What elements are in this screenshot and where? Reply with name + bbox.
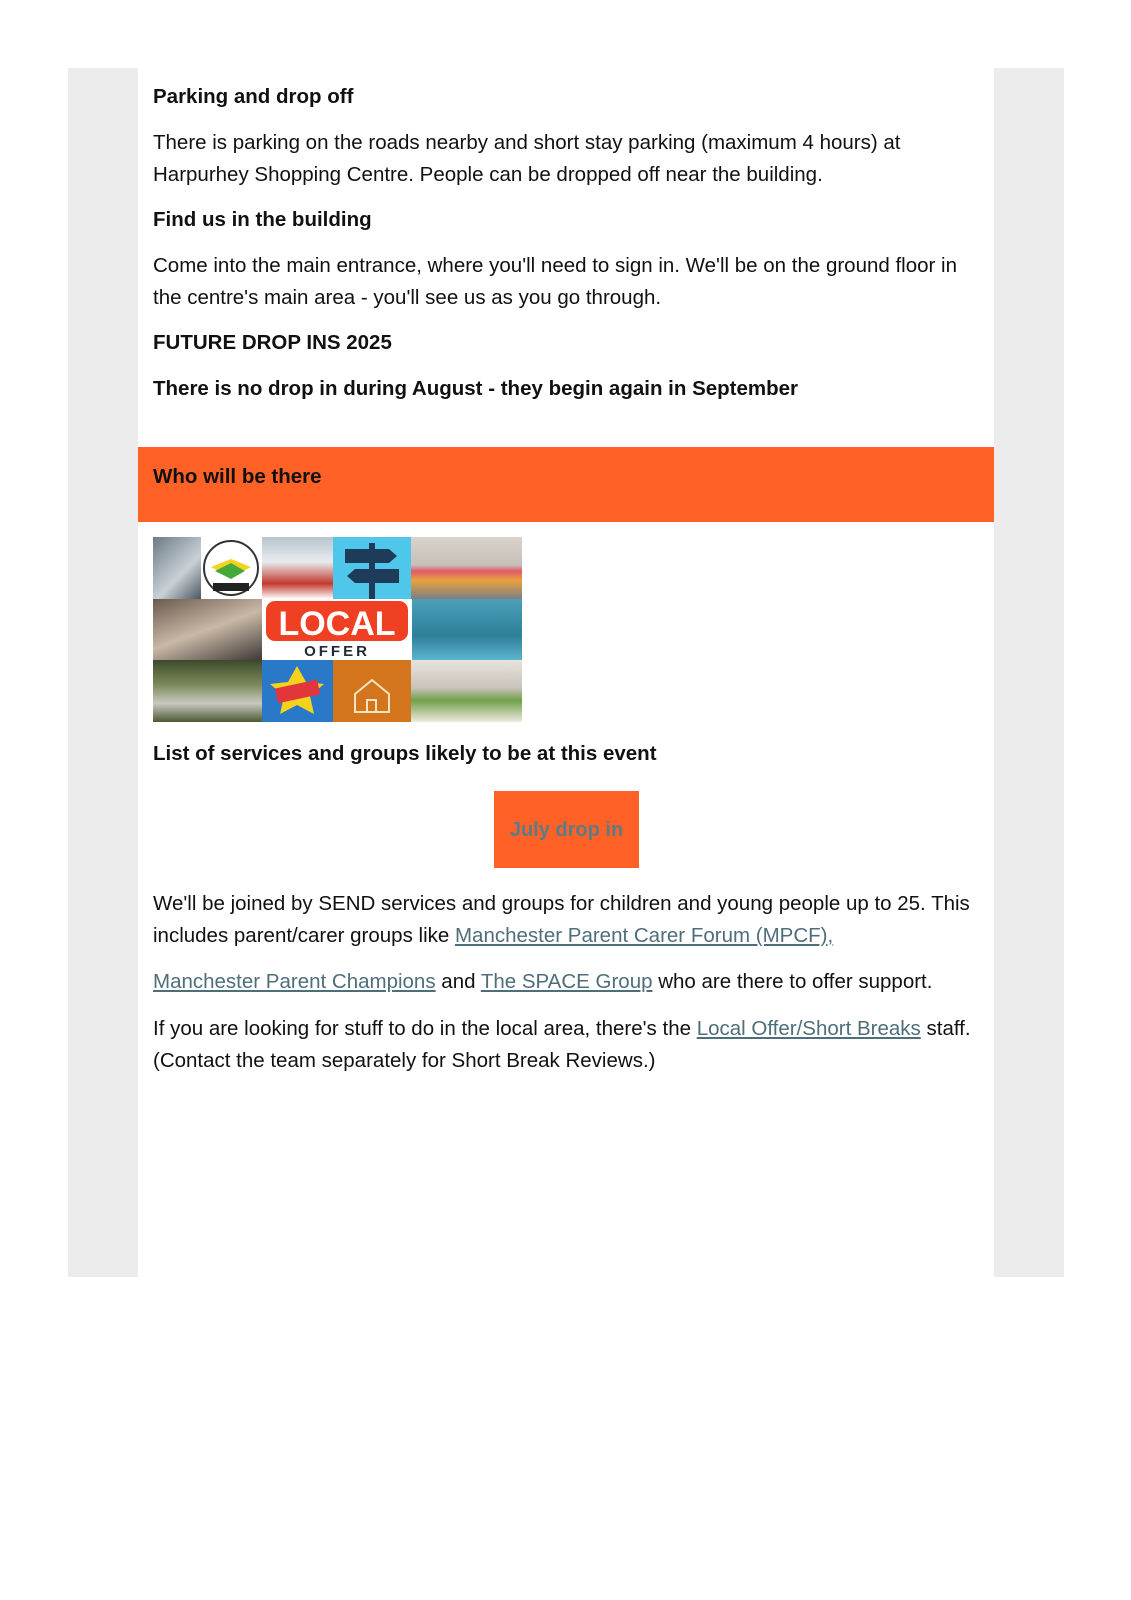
- who-will-be-there-heading: Who will be there: [153, 465, 322, 488]
- local-offer-short-breaks-link[interactable]: Local Offer/Short Breaks: [696, 1017, 921, 1040]
- young-person-photo: [262, 537, 333, 599]
- children-activity-photo: [411, 660, 522, 722]
- local-offer-logo: [262, 599, 412, 660]
- swimming-photo: [411, 599, 522, 660]
- space-group-link[interactable]: The SPACE Group: [480, 970, 653, 993]
- content-column: [138, 68, 994, 1277]
- coins-photo: [153, 537, 201, 599]
- parent-champions-link[interactable]: Manchester Parent Champions: [153, 970, 436, 993]
- group-photo: [411, 537, 522, 599]
- local-offer-collage-image: [153, 537, 522, 722]
- future-drop-ins-heading: FUTURE DROP INS 2025: [153, 331, 392, 354]
- logo-local-text: LOCAL: [278, 605, 396, 643]
- parking-text: There is parking on the roads nearby and short stay parking (maximum 4 hours) at Harpurhey Shopping Centre. People can be dropped off near the building.: [153, 131, 901, 186]
- meeting-photo: [153, 599, 262, 660]
- parent-champions-badge: [262, 660, 333, 722]
- who-will-be-there-banner: [138, 447, 994, 522]
- support-text: who are there to offer support.: [652, 970, 933, 993]
- parking-heading: Parking and drop off: [153, 85, 354, 108]
- find-us-text: Come into the main entrance, where you'll need to sign in. We'll be on the ground floor in the centre's main area - you'll see us as you go through.: [153, 254, 958, 309]
- outdoor-group-photo: [153, 660, 262, 722]
- short-break-reviews-text: staff. (Contact the team separately for Short Break Reviews.): [153, 1017, 971, 1072]
- services-intro-text: We'll be joined by SEND services and groups for children and young people up to 25. This includes parent/carer groups like: [153, 892, 970, 947]
- services-paragraph-1: [153, 888, 983, 952]
- house-icon: [333, 660, 411, 722]
- services-paragraph-2: [153, 966, 988, 998]
- no-drop-in-notice: There is no drop in during August - they begin again in September: [153, 377, 799, 400]
- page-background-panel: [68, 68, 1064, 1277]
- signpost-icon: [333, 537, 411, 599]
- find-us-heading: Find us in the building: [153, 208, 372, 231]
- local-area-text: If you are looking for stuff to do in the local area, there's the: [153, 1017, 697, 1040]
- and-text: and: [435, 970, 481, 993]
- services-paragraph-3: [153, 1013, 983, 1077]
- logo-offer-text: OFFER: [304, 643, 370, 660]
- services-list-heading: List of services and groups likely to be at this event: [153, 742, 657, 765]
- handshake-logo: [201, 537, 262, 599]
- july-drop-in-button[interactable]: July drop in: [494, 791, 639, 868]
- mpcf-link[interactable]: Manchester Parent Carer Forum (MPCF),: [454, 924, 834, 947]
